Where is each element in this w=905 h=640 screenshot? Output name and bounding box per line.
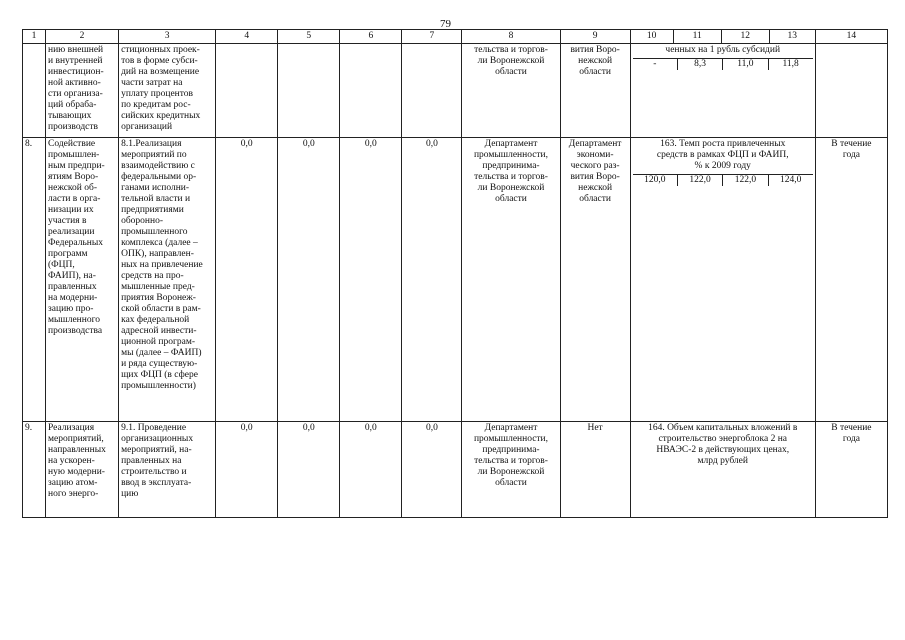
row-number: 8. — [23, 138, 46, 422]
col-header: 4 — [216, 30, 278, 44]
col-header: 7 — [402, 30, 462, 44]
funding-cell: 0,0 — [278, 138, 340, 422]
col-header: 3 — [119, 30, 216, 44]
measure-cell: 8.1.Реализация мероприятий по взаимодействию с федеральными ор- ганами исполни- тельной власти и предприятиями оборонно- промышленного комплекса (далее – ОПК), направлен- ных на привлечение средств на про- мышленные пред- приятия Воронеж- ской области в рам- ках федеральной адресной инвести- ционной програм- мы (далее – ФАИП) и ряда существую- щих ФЦП (в сфере промышленности) — [119, 138, 216, 422]
indicator-cell — [630, 44, 815, 138]
executor-cell: Департамент промышленности, предпринима- тельства и торгов- ли Воронежской области — [462, 138, 560, 422]
indicator-values — [633, 174, 813, 186]
funding-cell: 0,0 — [216, 138, 278, 422]
col-header: 14 — [815, 30, 887, 44]
col-header: 11 — [673, 30, 721, 44]
indicator-value: 8,3 — [678, 59, 723, 70]
table-row — [23, 44, 888, 138]
indicator-title: 164. Объем капитальных вложений в строительство энергоблока 2 на НВАЭС-2 в действующих ценах, млрд рублей — [630, 422, 815, 518]
col-header: 9 — [560, 30, 630, 44]
indicator-value: 122,0 — [678, 175, 723, 186]
funding-cell: 0,0 — [340, 422, 402, 518]
term-cell: В течение года — [815, 138, 887, 422]
funding-cell: 0,0 — [402, 422, 462, 518]
coexecutor-cell: вития Воро- нежской области — [560, 44, 630, 138]
funding-cell: 0,0 — [216, 422, 278, 518]
coexecutor-cell: Департамент экономи- ческого раз- вития Воро- нежской области — [560, 138, 630, 422]
col-header: 2 — [46, 30, 119, 44]
table-row — [23, 422, 888, 518]
row-number: 9. — [23, 422, 46, 518]
goal-cell: Содействие промышлен- ным предпри- ятиям Воро- нежской об- ласти в орга- низации их участия в реализации Федеральных программ (ФЦП, ФАИП), на- правленных на модерни- зацию про- мышленного производства — [46, 138, 119, 422]
indicator-value: - — [633, 59, 678, 70]
col-header: 5 — [278, 30, 340, 44]
funding-cell: 0,0 — [340, 138, 402, 422]
term-cell: В течение года — [815, 422, 887, 518]
col-header: 8 — [462, 30, 560, 44]
indicator-cell — [630, 138, 815, 422]
indicator-values — [633, 58, 813, 70]
table-row — [23, 138, 888, 422]
col-header: 6 — [340, 30, 402, 44]
goal-cell: нию внешней и внутренней инвестицион- ной активно- сти организа- ций обраба- тывающих производств — [46, 44, 119, 138]
indicator-value: 122,0 — [723, 175, 768, 186]
indicator-value: 11,0 — [723, 59, 768, 70]
executor-cell: Департамент промышленности, предпринима- тельства и торгов- ли Воронежской области — [462, 422, 560, 518]
coexecutor-cell: Нет — [560, 422, 630, 518]
measure-cell: стиционных проек- тов в форме субси- дий на возмещение части затрат на уплату процентов по кредитам рос- сийских кредитных организаций — [119, 44, 216, 138]
col-header: 10 — [630, 30, 673, 44]
funding-cell: 0,0 — [402, 138, 462, 422]
indicator-value: 124,0 — [779, 175, 802, 185]
col-header: 13 — [769, 30, 815, 44]
indicator-title: ченных на 1 рубль субсидий — [665, 45, 781, 55]
header-row — [23, 30, 888, 44]
funding-cell: 0,0 — [278, 422, 340, 518]
goal-cell: Реализация мероприятий, направленных на ускорен- ную модерни- зацию атом- ного энерго- — [46, 422, 119, 518]
indicator-value: 120,0 — [633, 175, 678, 186]
indicator-value: 11,8 — [782, 59, 799, 69]
measure-cell: 9.1. Проведение организационных мероприятий, на- правленных на строительство и ввод в эксплуата- цию — [119, 422, 216, 518]
col-header: 1 — [23, 30, 46, 44]
col-header: 12 — [721, 30, 769, 44]
page-number: 79 — [440, 18, 451, 30]
indicator-title: 163. Темп роста привлеченных средств в рамках ФЦП и ФАИП, % к 2009 году — [656, 139, 789, 171]
plan-table — [22, 29, 888, 518]
executor-cell: тельства и торгов- ли Воронежской области — [462, 44, 560, 138]
